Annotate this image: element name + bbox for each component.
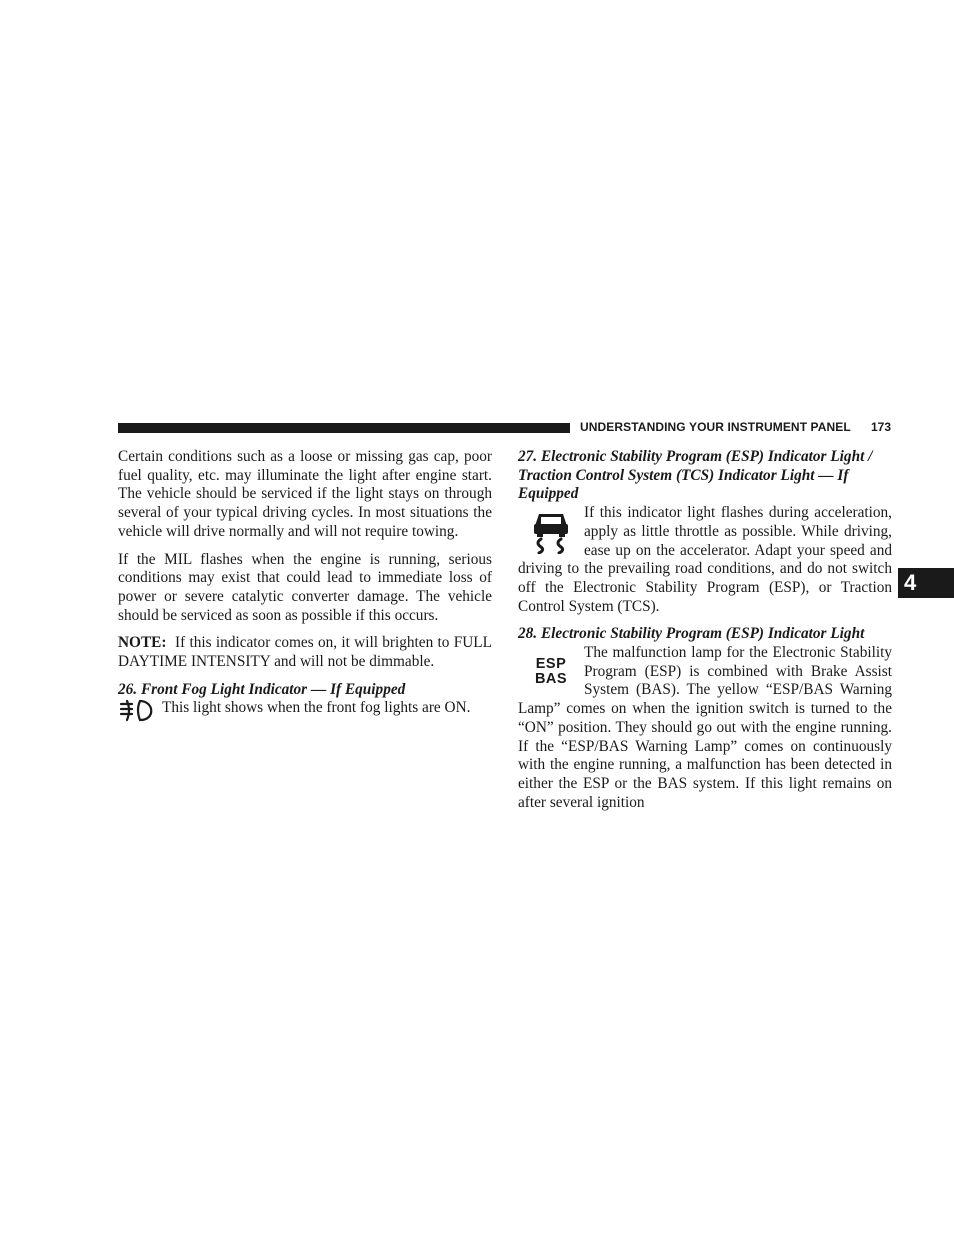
esp-icon-label: ESP [535,656,567,673]
section-27-text: If this indicator light flashes during acceleration, apply as little throttle as possible. While driving, ease up on the accelerator. Adapt your speed and driving to the prevailing road conditions, and do not switch off the Electronic Stability Program (ESP), or Traction Control System (TCS). [518,504,892,615]
esp-bas-icon [518,644,584,700]
section-28-text: The malfunction lamp for the Electronic Stability Program (ESP) is combined with Brake Assist System (BAS). The yellow “ESP/BAS Warning Lamp” comes on when the ignition switch is turned to the “ON” position. They should go out with the engine running. If the “ESP/BAS Warning Lamp” comes on continuously with the engine running, a malfunction has been detected in either the ESP or the BAS system. If this light remains on after several ignition [518,644,892,811]
page-number: 173 [871,420,892,434]
running-header: UNDERSTANDING YOUR INSTRUMENT PANEL [580,420,851,434]
section-26-heading: 26. Front Fog Light Indicator — If Equipped [118,680,406,698]
right-column [518,448,892,812]
section-27-body [518,504,892,616]
front-fog-light-icon [118,699,162,723]
section-27-heading: 27. Electronic Stability Program (ESP) Indicator Light / Traction Control System (TCS) Indicator Light — If Equipped [518,448,873,503]
section-28-heading: 28. Electronic Stability Program (ESP) Indicator Light [518,625,865,643]
note-label: NOTE: [118,634,167,652]
section-26-text: This light shows when the front fog lights are ON. [162,699,471,717]
chapter-tab: 4 [898,568,954,598]
paragraph-mil-flashes: If the MIL flashes when the engine is running, serious conditions may exist that could lead to immediate loss of power or severe catalytic converter damage. The vehicle should be serviced as soon as possible if this occurs. [118,550,492,624]
esp-skidding-car-icon [518,504,584,560]
note-text: If this indicator comes on, it will brighten to FULL DAYTIME INTENSITY and will not be dimmable. [118,634,492,671]
bas-icon-label: BAS [534,671,568,688]
paragraph-gas-cap: Certain conditions such as a loose or missing gas cap, poor fuel quality, etc. may illuminate the light after engine start. The vehicle should be serviced if the light stays on through several of your typical driving cycles. In most situations the vehicle will drive normally and will not require towing. [118,448,492,540]
left-column [118,448,492,723]
section-28-body [518,644,892,812]
note-paragraph [118,634,492,671]
section-26-body [118,699,492,718]
header-rule [118,423,570,433]
